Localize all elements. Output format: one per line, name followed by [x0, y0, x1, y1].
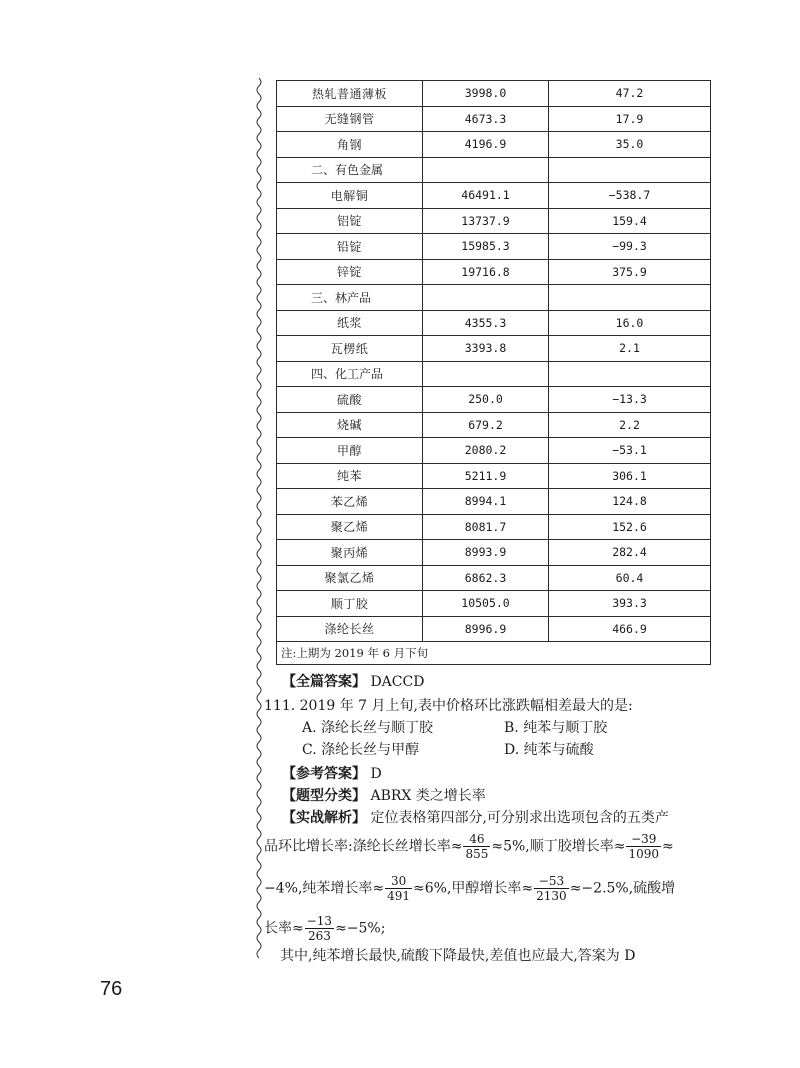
numerator: 30	[385, 874, 412, 889]
table-row	[277, 106, 711, 132]
change-cell: 375.9	[549, 259, 711, 285]
product-name: 涤纶长丝	[277, 616, 423, 642]
change-cell: 60.4	[549, 565, 711, 591]
product-name: 硫酸	[277, 387, 423, 413]
fraction	[534, 874, 569, 903]
numerator: −53	[534, 874, 569, 889]
table-row	[277, 565, 711, 591]
table-row	[277, 336, 711, 362]
price-cell: 19716.8	[423, 259, 549, 285]
change-cell: 2.1	[549, 336, 711, 362]
price-cell: 5211.9	[423, 463, 549, 489]
fraction	[385, 874, 412, 903]
question-text: 2019 年 7 月上旬,表中价格环比涨跌幅相差最大的是:	[299, 698, 633, 714]
product-name: 苯乙烯	[277, 489, 423, 515]
category-name: 二、有色金属	[277, 157, 423, 183]
change-cell: 466.9	[549, 616, 711, 642]
price-cell: 8994.1	[423, 489, 549, 515]
fraction	[463, 832, 490, 861]
table-row	[277, 310, 711, 336]
question-number: 111.	[264, 698, 296, 714]
change-cell: −99.3	[549, 234, 711, 260]
price-cell: 2080.2	[423, 438, 549, 464]
table-row	[277, 463, 711, 489]
analysis-label: 【实战解析】	[282, 810, 366, 826]
price-table	[276, 80, 711, 665]
fraction	[626, 832, 661, 861]
change-cell: −53.1	[549, 438, 711, 464]
full-answer-value: DACCD	[370, 674, 425, 690]
price-cell: 8996.9	[423, 616, 549, 642]
product-name: 无缝钢管	[277, 106, 423, 132]
product-name: 聚丙烯	[277, 540, 423, 566]
product-name: 热轧普通薄板	[277, 81, 423, 107]
analysis-conclusion: 其中,纯苯增长最快,硫酸下降最快,差值也应最大,答案为 D	[280, 948, 636, 964]
price-cell: 4355.3	[423, 310, 549, 336]
note-row	[277, 642, 711, 665]
product-name: 烧碱	[277, 412, 423, 438]
product-name: 顺丁胶	[277, 591, 423, 617]
analysis-text: 品环比增长率:涤纶长丝增长率≈	[264, 838, 463, 855]
analysis-line-1	[282, 808, 669, 828]
analysis-text: 长率≈	[264, 920, 304, 937]
product-name: 瓦楞纸	[277, 336, 423, 362]
product-name: 角钢	[277, 132, 423, 158]
category-row	[277, 285, 711, 311]
price-cell: 679.2	[423, 412, 549, 438]
option-d: D. 纯苯与硫酸	[504, 742, 594, 758]
analysis-text-1: 定位表格第四部分,可分别求出选项包含的五类产	[370, 810, 669, 826]
category-name: 三、林产品	[277, 285, 423, 311]
change-cell: 282.4	[549, 540, 711, 566]
product-name: 纸浆	[277, 310, 423, 336]
table-row	[277, 234, 711, 260]
reference-answer-label: 【参考答案】	[282, 766, 366, 782]
change-cell: 16.0	[549, 310, 711, 336]
product-name: 铝锭	[277, 208, 423, 234]
denominator: 491	[387, 889, 411, 903]
category-row	[277, 157, 711, 183]
table-row	[277, 81, 711, 107]
table-row	[277, 591, 711, 617]
denominator: 263	[307, 929, 331, 943]
change-cell: 152.6	[549, 514, 711, 540]
price-cell: 3393.8	[423, 336, 549, 362]
change-cell: 159.4	[549, 208, 711, 234]
analysis-text: ≈−2.5%,硫酸增	[569, 880, 676, 897]
option-c: C. 涤纶长丝与甲醇	[302, 742, 420, 758]
table-row	[277, 132, 711, 158]
question-type-label: 【题型分类】	[282, 788, 366, 804]
price-cell	[423, 285, 549, 311]
question-type-line	[282, 786, 486, 806]
reference-answer-line	[282, 764, 382, 784]
change-cell	[549, 285, 711, 311]
table-row	[277, 489, 711, 515]
table-row	[277, 208, 711, 234]
table-row	[277, 183, 711, 209]
table-row	[277, 514, 711, 540]
price-cell: 4673.3	[423, 106, 549, 132]
denominator: 855	[465, 847, 489, 861]
table-row	[277, 259, 711, 285]
price-cell: 4196.9	[423, 132, 549, 158]
price-cell	[423, 157, 549, 183]
analysis-line-2	[264, 832, 674, 861]
margin-wavy-line	[254, 78, 264, 958]
table-row	[277, 540, 711, 566]
change-cell	[549, 157, 711, 183]
product-name: 锌锭	[277, 259, 423, 285]
analysis-text: ≈−5%;	[335, 920, 386, 937]
product-name: 聚乙烯	[277, 514, 423, 540]
price-cell: 15985.3	[423, 234, 549, 260]
numerator: −13	[306, 914, 333, 928]
analysis-text: −4%,纯苯增长率≈	[264, 880, 385, 897]
fraction	[305, 914, 334, 943]
price-cell: 13737.9	[423, 208, 549, 234]
change-cell	[549, 361, 711, 387]
product-name: 铅锭	[277, 234, 423, 260]
analysis-text: ≈	[662, 838, 674, 855]
change-cell: 393.3	[549, 591, 711, 617]
table-note: 注:上期为 2019 年 6 月下旬	[277, 642, 711, 665]
change-cell: 124.8	[549, 489, 711, 515]
price-cell: 8081.7	[423, 514, 549, 540]
numerator: −39	[626, 832, 661, 847]
analysis-line-3	[264, 874, 675, 903]
table-row	[277, 616, 711, 642]
change-cell: 35.0	[549, 132, 711, 158]
category-name: 四、化工产品	[277, 361, 423, 387]
change-cell: 2.2	[549, 412, 711, 438]
analysis-text: ≈5%,顺丁胶增长率≈	[491, 838, 626, 855]
change-cell: −538.7	[549, 183, 711, 209]
question-type-value: ABRX 类之增长率	[370, 788, 486, 804]
category-row	[277, 361, 711, 387]
analysis-text: ≈6%,甲醇增长率≈	[413, 880, 534, 897]
change-cell: 17.9	[549, 106, 711, 132]
change-cell: −13.3	[549, 387, 711, 413]
analysis-line-4	[264, 914, 385, 943]
price-cell: 8993.9	[423, 540, 549, 566]
product-name: 电解铜	[277, 183, 423, 209]
product-name: 甲醇	[277, 438, 423, 464]
table-row	[277, 387, 711, 413]
product-name: 纯苯	[277, 463, 423, 489]
full-answer-label: 【全篇答案】	[282, 674, 366, 690]
option-a: A. 涤纶长丝与顺丁胶	[302, 720, 434, 736]
price-cell: 46491.1	[423, 183, 549, 209]
change-cell: 306.1	[549, 463, 711, 489]
price-cell	[423, 361, 549, 387]
table-row	[277, 438, 711, 464]
numerator: 46	[463, 832, 490, 847]
full-answer-line	[282, 672, 424, 692]
option-b: B. 纯苯与顺丁胶	[504, 720, 608, 736]
change-cell: 47.2	[549, 81, 711, 107]
table-row	[277, 412, 711, 438]
price-cell: 3998.0	[423, 81, 549, 107]
product-name: 聚氯乙烯	[277, 565, 423, 591]
page-number: 76	[100, 978, 123, 1000]
denominator: 2130	[536, 889, 567, 903]
price-cell: 6862.3	[423, 565, 549, 591]
denominator: 1090	[628, 847, 660, 861]
question-line	[264, 696, 633, 716]
price-cell: 10505.0	[423, 591, 549, 617]
price-cell: 250.0	[423, 387, 549, 413]
reference-answer-value: D	[370, 766, 382, 782]
